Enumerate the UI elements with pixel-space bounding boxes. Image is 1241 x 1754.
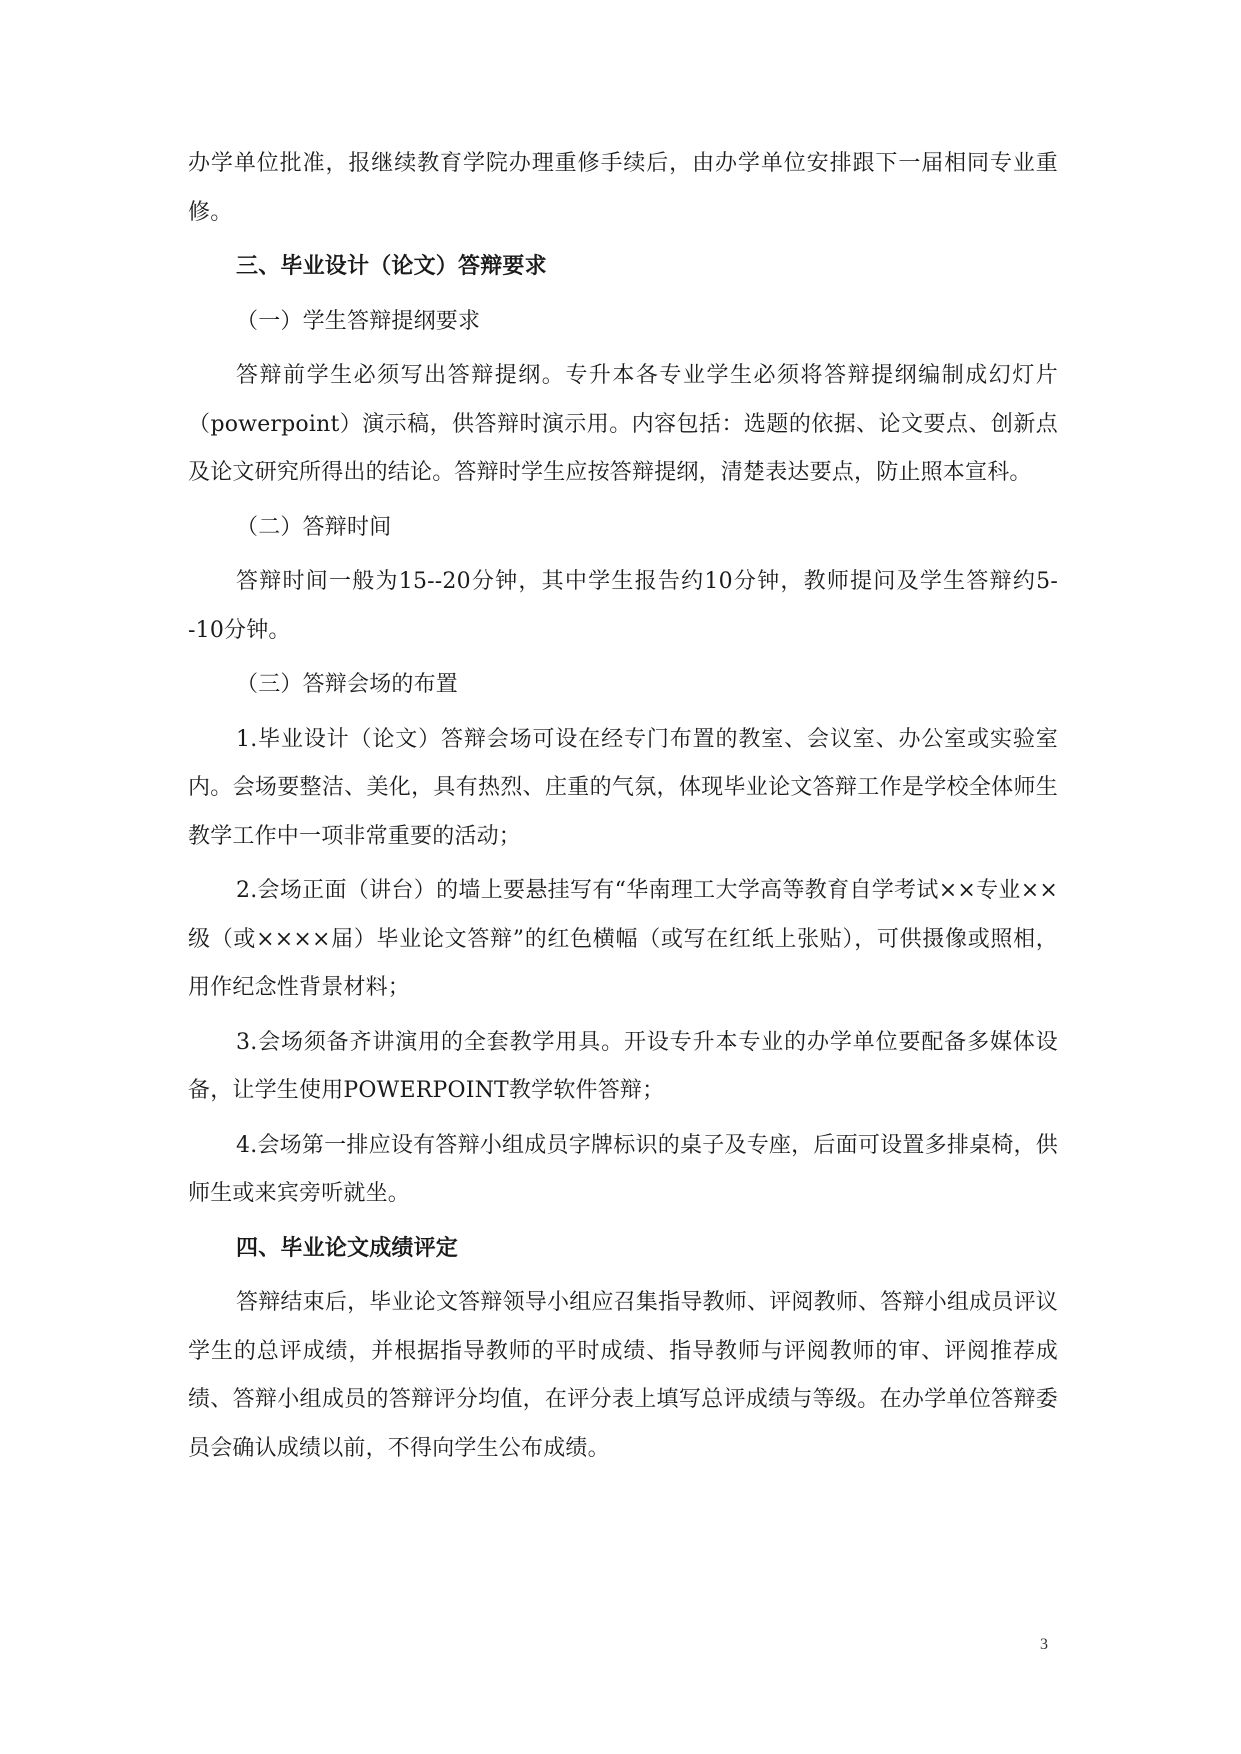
paragraph-continuation: 办学单位批准，报继续教育学院办理重修手续后，由办学单位安排跟下一届相同专业重修。 xyxy=(188,151,1058,225)
section-heading-3: 三、毕业设计（论文）答辩要求 xyxy=(236,254,547,279)
paragraph-venue-item-2: 2.会场正面（讲台）的墙上要悬挂写有“华南理工大学高等教育自学考试××专业××级（或××××届）毕业论文答辩”的红色横幅（或写在红纸上张贴），可供摄像或照相，用作纪念性背景材料； xyxy=(188,878,1058,1000)
subsection-heading-venue: （三）答辩会场的布置 xyxy=(236,672,459,697)
subsection-heading-outline: （一）学生答辩提纲要求 xyxy=(236,308,481,334)
subsection-heading-time: （二）答辩时间 xyxy=(236,514,392,540)
page-number: 3 xyxy=(1040,1636,1048,1653)
paragraph-defense-time: 答辩时间一般为15--20分钟，其中学生报告约10分钟，教师提问及学生答辩约5--10分钟。 xyxy=(188,569,1058,643)
paragraph-venue-item-1: 1.毕业设计（论文）答辩会场可设在经专门布置的教室、会议室、办公室或实验室内。会场要整洁、美化，具有热烈、庄重的气氛，体现毕业论文答辩工作是学校全体师生教学工作中一项非常重要的活动； xyxy=(188,726,1058,849)
paragraph-outline-requirements: 答辩前学生必须写出答辩提纲。专升本各专业学生必须将答辩提纲编制成幻灯片（powerpoint）演示稿，供答辩时演示用。内容包括：选题的依据、论文要点、创新点及论文研究所得出的结论。答辩时学生应按答辩提纲，清楚表达要点，防止照本宣科。 xyxy=(188,363,1058,485)
section-heading-4: 四、毕业论文成绩评定 xyxy=(236,1235,459,1261)
paragraph-grade-evaluation: 答辩结束后，毕业论文答辩领导小组应召集指导教师、评阅教师、答辩小组成员评议学生的总评成绩，并根据指导教师的平时成绩、指导教师与评阅教师的审、评阅推荐成绩、答辩小组成员的答辩评分均值，在评分表上填写总评成绩与等级。在办学单位答辩委员会确认成绩以前，不得向学生公布成绩。 xyxy=(188,1290,1058,1461)
paragraph-venue-item-4: 4.会场第一排应设有答辩小组成员字牌标识的桌子及专座，后面可设置多排桌椅，供师生或来宾旁听就坐。 xyxy=(188,1132,1058,1206)
document-body xyxy=(188,140,1058,1479)
paragraph-venue-item-3: 3.会场须备齐讲演用的全套教学用具。开设专升本专业的办学单位要配备多媒体设备，让学生使用POWERPOINT教学软件答辩； xyxy=(188,1029,1058,1103)
